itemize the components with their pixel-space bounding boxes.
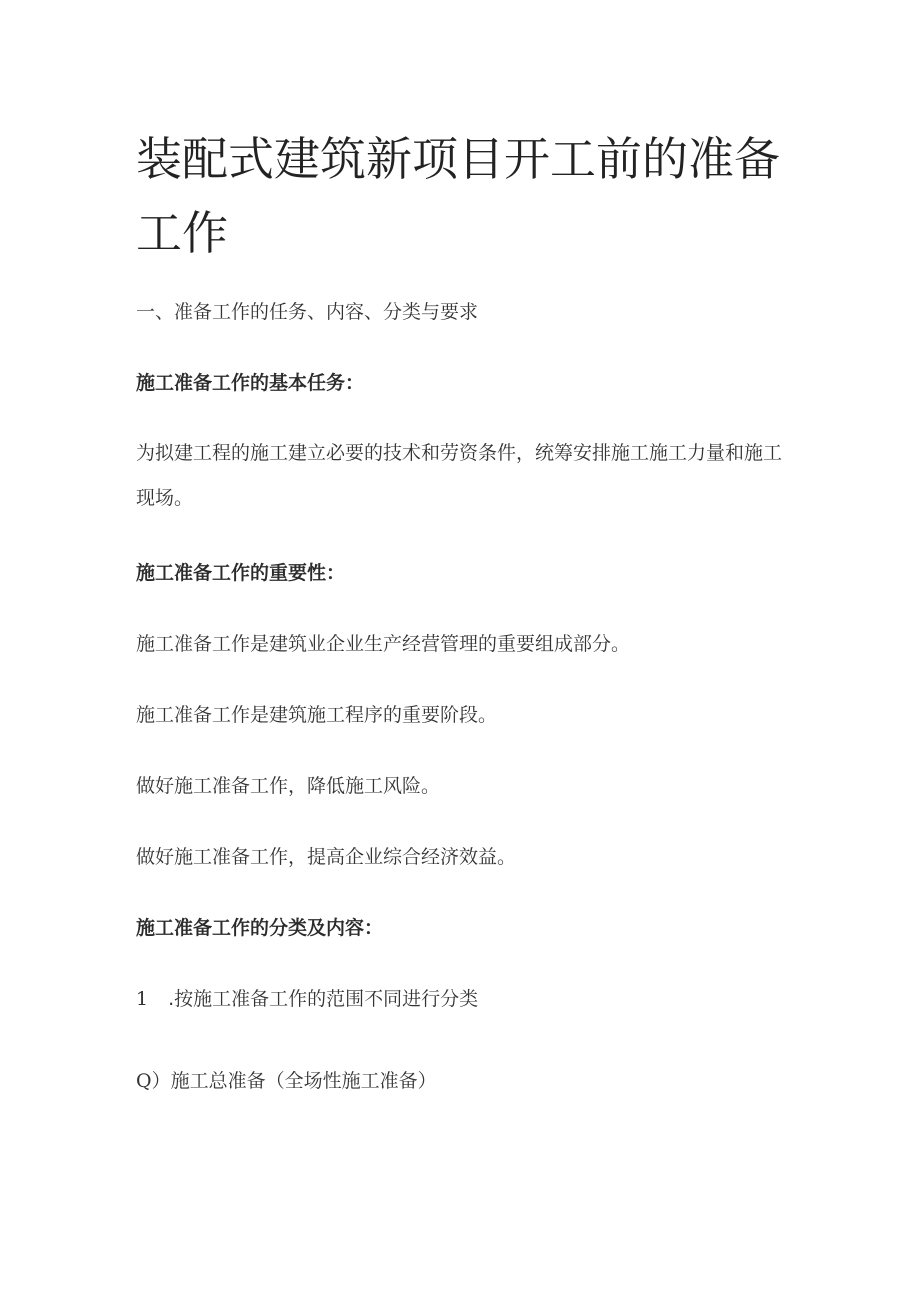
importance-item-4: 做好施工准备工作，提高企业综合经济效益。 xyxy=(136,846,517,868)
document-title: 装配式建筑新项目开工前的准备工作 xyxy=(136,132,780,260)
importance-item-2: 施工准备工作是建筑施工程序的重要阶段。 xyxy=(136,704,498,726)
classification-heading: 施工准备工作的分类及内容： xyxy=(136,917,384,939)
section-heading: 一、准备工作的任务、内容、分类与要求 xyxy=(136,301,479,323)
classification-item-number: 1 xyxy=(136,988,149,1010)
sub-item-text: 施工总准备（全场性施工准备） xyxy=(170,1070,437,1092)
basic-task-text: 为拟建工程的施工建立必要的技术和劳资条件，统筹安排施工施工力量和施工现场。 xyxy=(136,442,783,509)
importance-item-3: 做好施工准备工作，降低施工风险。 xyxy=(136,775,441,797)
importance-item-1: 施工准备工作是建筑业企业生产经营管理的重要组成部分。 xyxy=(136,633,631,655)
classification-item-text: .按施工准备工作的范围不同进行分类 xyxy=(168,988,479,1010)
importance-heading: 施工准备工作的重要性： xyxy=(136,562,346,584)
sub-item-marker: Q） xyxy=(136,1070,171,1092)
classification-item-1 xyxy=(136,984,478,1014)
basic-task-heading: 施工准备工作的基本任务： xyxy=(136,372,365,394)
classification-sub-item xyxy=(136,1066,437,1096)
